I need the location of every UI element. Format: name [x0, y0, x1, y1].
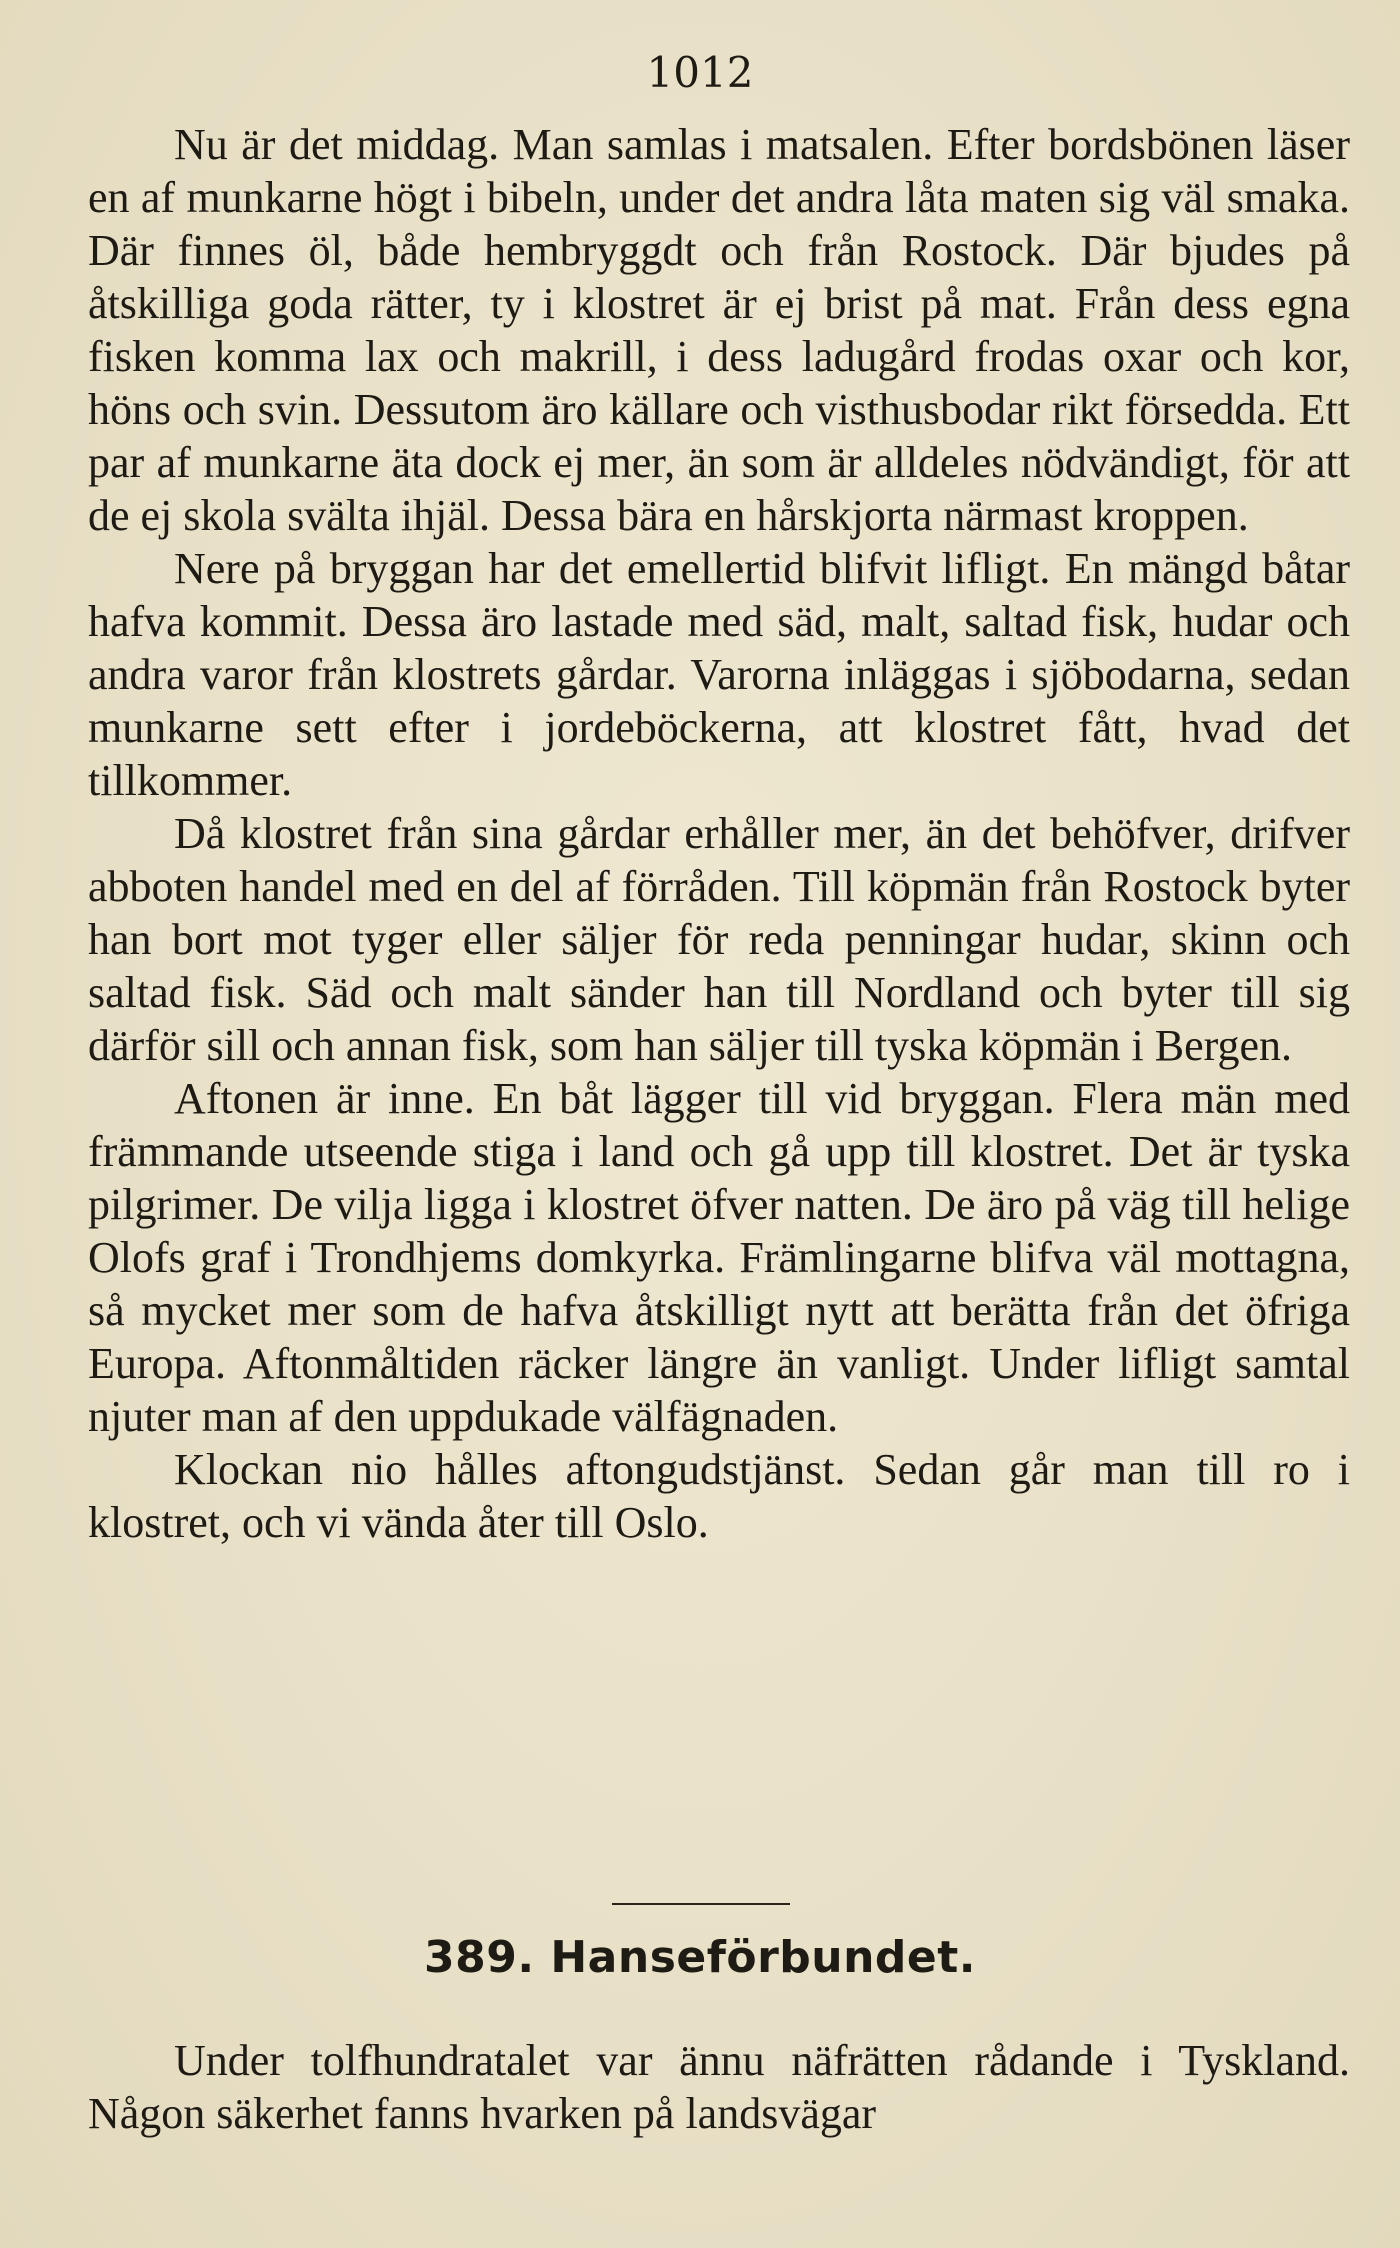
paragraph-bryggan: Nere på bryggan har det emellertid blifvit lifligt. En mängd båtar hafva kommit. Dessa äro lastade med säd, malt, saltad fisk, hudar och andra varor från klostrets gårdar. Varorna inläggas i sjöbodarna, sedan munkarne sett efter i jordeböckerna, att klostret fått, hvad det tillkommer.	[88, 544, 1350, 805]
section-text	[88, 2034, 1350, 2140]
section-divider	[612, 1903, 790, 1905]
paragraph-klockan: Klockan nio hålles aftongudstjänst. Sedan går man till ro i klostret, och vi vända åter till Oslo.	[88, 1445, 1350, 1547]
paragraph-middag: Nu är det middag. Man samlas i matsalen. Efter bordsbönen läser en af munkarne högt i bibeln, under det andra låta maten sig väl smaka. Där finnes öl, både hembryggdt och från Rostock. Där bjudes på åtskilliga goda rätter, ty i klostret är ej brist på mat. Från dess egna fisken komma lax och makrill, i dess ladugård frodas oxar och kor, höns och svin. Dessutom äro källare och visthusbodar rikt försedda. Ett par af munkarne äta dock ej mer, än som är alldeles nödvändigt, för att de ej skola svälta ihjäl. Dessa bära en hårskjorta närmast kroppen.	[88, 120, 1350, 540]
page-number: 1012	[646, 48, 754, 97]
paragraph-handel: Då klostret från sina gårdar erhåller mer, än det behöfver, drifver abboten handel med en del af förråden. Till köpmän från Rostock byter han bort mot tyger eller säljer för reda penningar hudar, skinn och saltad fisk. Säd och malt sänder han till Nordland och byter till sig därför sill och annan fisk, som han säljer till tyska köpmän i Bergen.	[88, 809, 1350, 1070]
body-text	[88, 118, 1350, 1549]
section-heading: 389. Hanseförbundet.	[423, 1932, 977, 1983]
paragraph-hanse: Under tolfhundratalet var ännu näfrätten rådande i Tyskland. Någon säkerhet fanns hvarken på landsvägar	[88, 2036, 1350, 2138]
paragraph-aftonen: Aftonen är inne. En båt lägger till vid bryggan. Flera män med främmande utseende stiga i land och gå upp till klostret. Det är tyska pilgrimer. De vilja ligga i klostret öfver natten. De äro på väg till helige Olofs graf i Trondhjems domkyrka. Främlingarne blifva väl mottagna, så mycket mer som de hafva åtskilligt nytt att berätta från det öfriga Europa. Aftonmåltiden räcker längre än vanligt. Under lifligt samtal njuter man af den uppdukade välfägnaden.	[88, 1074, 1350, 1441]
